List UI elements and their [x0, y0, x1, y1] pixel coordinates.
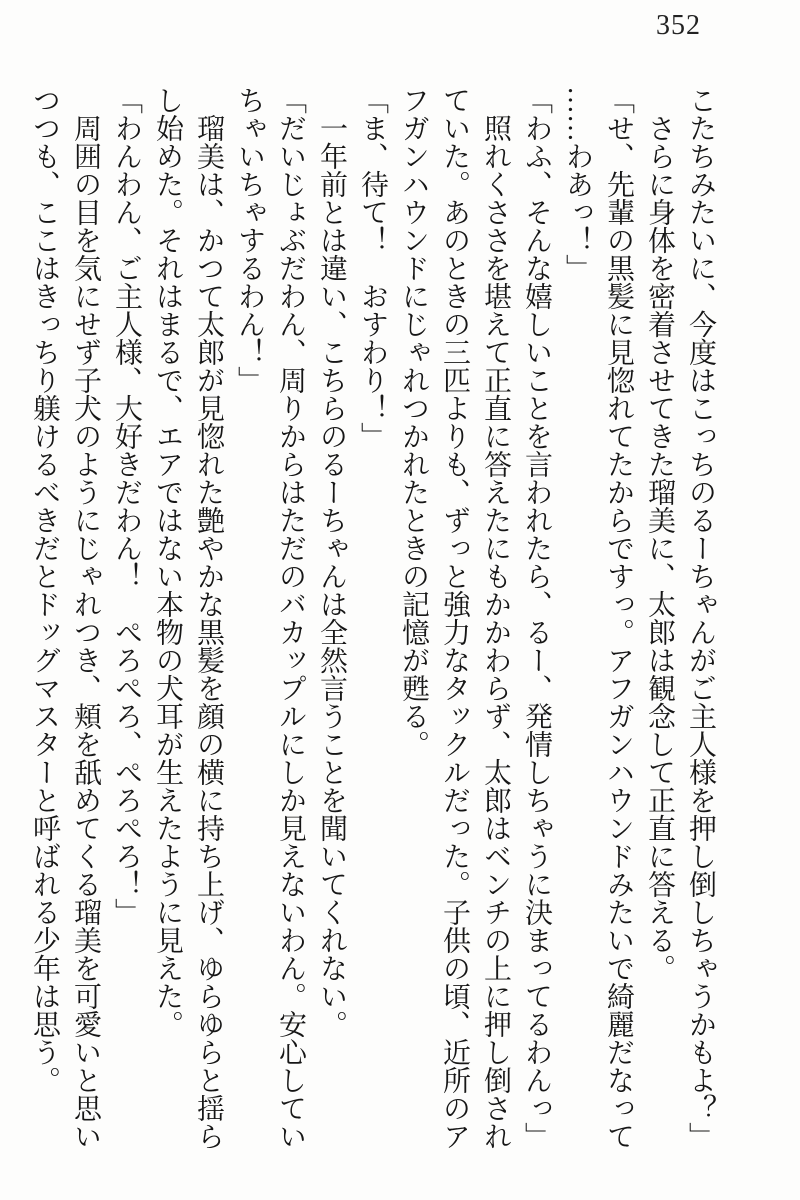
- text-column: 「わふ、そんな嬉しいことを言われたら、るー、発情しちゃうに決まってるわんっ」: [521, 86, 552, 1150]
- text-column: 照れくささを堪えて正直に答えたにもかかわらず、太郎はベンチの上に押し倒され: [480, 114, 511, 1150]
- text-column: 「だいじょぶだわん、周りからはただのバカップルにしか見えないわん。安心してい: [275, 86, 306, 1150]
- text-body: [24, 86, 721, 1158]
- text-column: フガンハウンドにじゃれつかれたときの記憶が甦る。: [398, 86, 429, 758]
- page-number: 352: [656, 10, 701, 41]
- text-column: ていた。あのときの三匹よりも、ずっと強力なタックルだった。子供の頃、近所のア: [439, 86, 470, 1150]
- text-column: 周囲の目を気にせず子犬のようにじゃれつき、頬を舐めてくる瑠美を可愛いと思い: [70, 114, 101, 1150]
- text-column: さらに身体を密着させてきた瑠美に、太郎は観念して正直に答える。: [644, 114, 675, 982]
- text-column: ……わあっ！」: [562, 86, 593, 282]
- text-column: つつも、ここはきっちり躾けるべきだとドッグマスターと呼ばれる少年は思う。: [29, 86, 60, 1094]
- text-column: 「せ、先輩の黒髪に見惚れてたからですっ。アフガンハウンドみたいで綺麗だなって: [603, 86, 634, 1150]
- text-column: 「ま、待て！ おすわり！」: [357, 86, 388, 450]
- text-column: 瑠美は、かつて太郎が見惚れた艶やかな黒髪を顔の横に持ち上げ、ゆらゆらと揺ら: [193, 114, 224, 1150]
- text-column: こたちみたいに、今度はこっちのるーちゃんがご主人様を押し倒しちゃうかもよ？」: [685, 86, 716, 1150]
- text-column: ちゃいちゃするわん！」: [234, 86, 265, 394]
- text-column: し始めた。それはまるで、エアではない本物の犬耳が生えたように見えた。: [152, 86, 183, 1038]
- text-column: 一年前とは違い、こちらのるーちゃんは全然言うことを聞いてくれない。: [316, 114, 347, 1038]
- text-column: 「わんわん、ご主人様、大好きだわん！ ぺろぺろ、ぺろぺろ！」: [111, 86, 142, 926]
